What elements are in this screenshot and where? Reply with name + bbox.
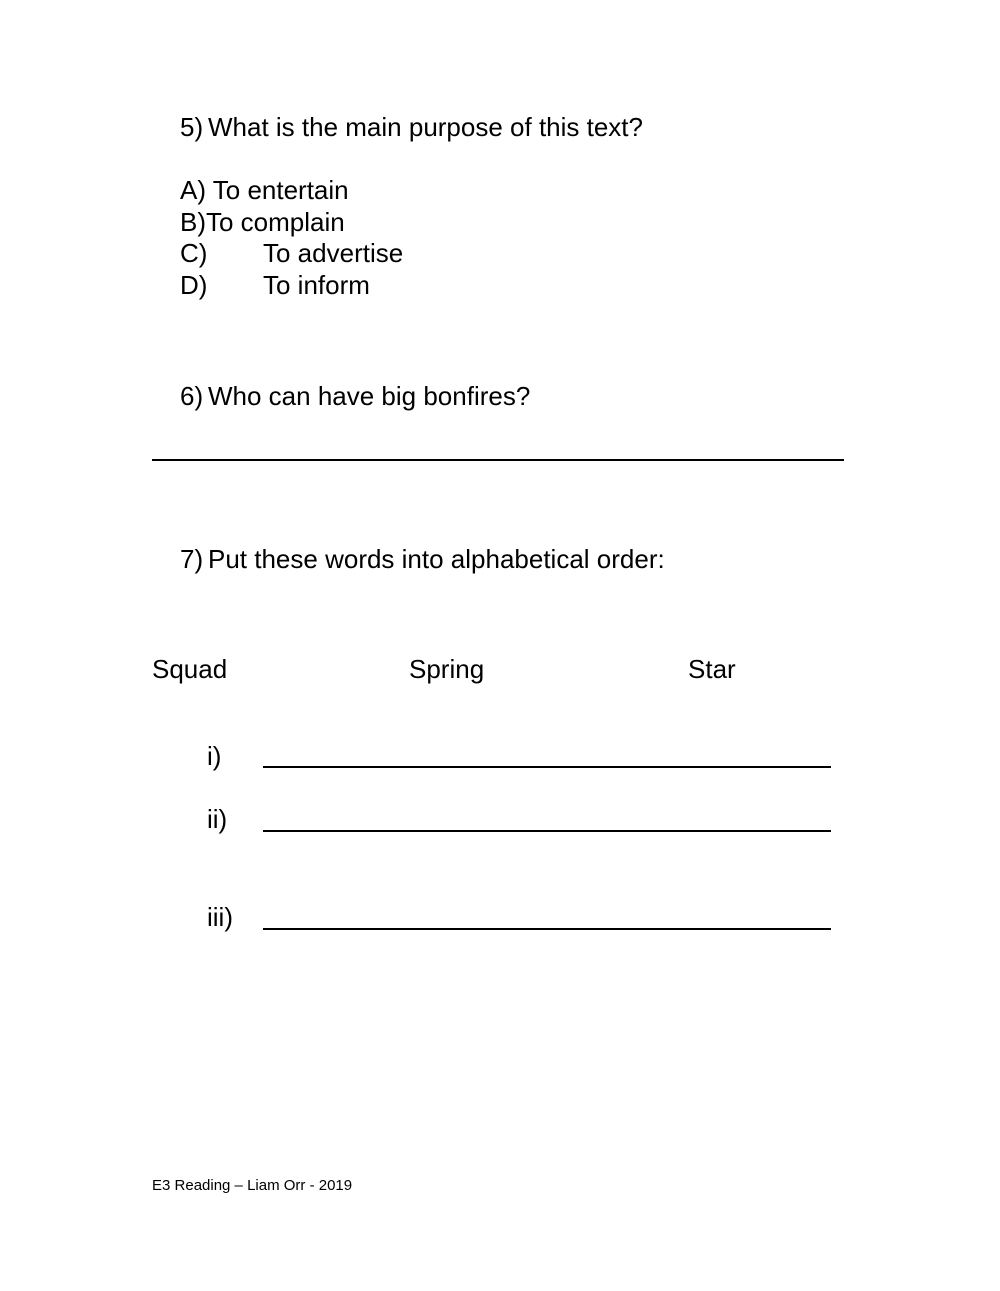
question-5	[180, 112, 643, 142]
option-c-letter: C)	[180, 238, 208, 268]
word-spring: Spring	[409, 654, 485, 684]
answer-label-i: i)	[207, 741, 222, 771]
option-d-letter: D)	[180, 270, 208, 300]
question-7-number: 7)	[180, 544, 204, 574]
option-b-letter: B)	[180, 207, 206, 237]
question-6-number: 6)	[180, 381, 204, 411]
option-d[interactable]	[180, 270, 370, 300]
question-7	[180, 544, 665, 574]
page-footer: E3 Reading – Liam Orr - 2019	[152, 1177, 353, 1194]
question-6	[180, 381, 530, 411]
option-b-text: To complain	[206, 207, 345, 237]
question-6-text: Who can have big bonfires?	[208, 381, 531, 411]
word-squad: Squad	[152, 654, 228, 684]
answer-line-i[interactable]	[263, 766, 831, 768]
answer-line-iii[interactable]	[263, 928, 831, 930]
answer-label-ii: ii)	[207, 804, 228, 834]
answer-line-q6[interactable]	[152, 459, 844, 461]
option-c[interactable]	[180, 238, 403, 268]
answer-line-ii[interactable]	[263, 830, 831, 832]
option-c-text: To advertise	[263, 238, 404, 268]
option-a[interactable]	[180, 175, 349, 205]
option-a-letter: A)	[180, 175, 206, 205]
option-a-text: To entertain	[206, 175, 349, 205]
question-7-text: Put these words into alphabetical order:	[208, 544, 665, 574]
question-5-text: What is the main purpose of this text?	[208, 112, 643, 142]
option-b[interactable]	[180, 207, 345, 237]
question-5-number: 5)	[180, 112, 204, 142]
word-star: Star	[688, 654, 736, 684]
answer-label-iii: iii)	[207, 902, 233, 932]
option-d-text: To inform	[263, 270, 370, 300]
